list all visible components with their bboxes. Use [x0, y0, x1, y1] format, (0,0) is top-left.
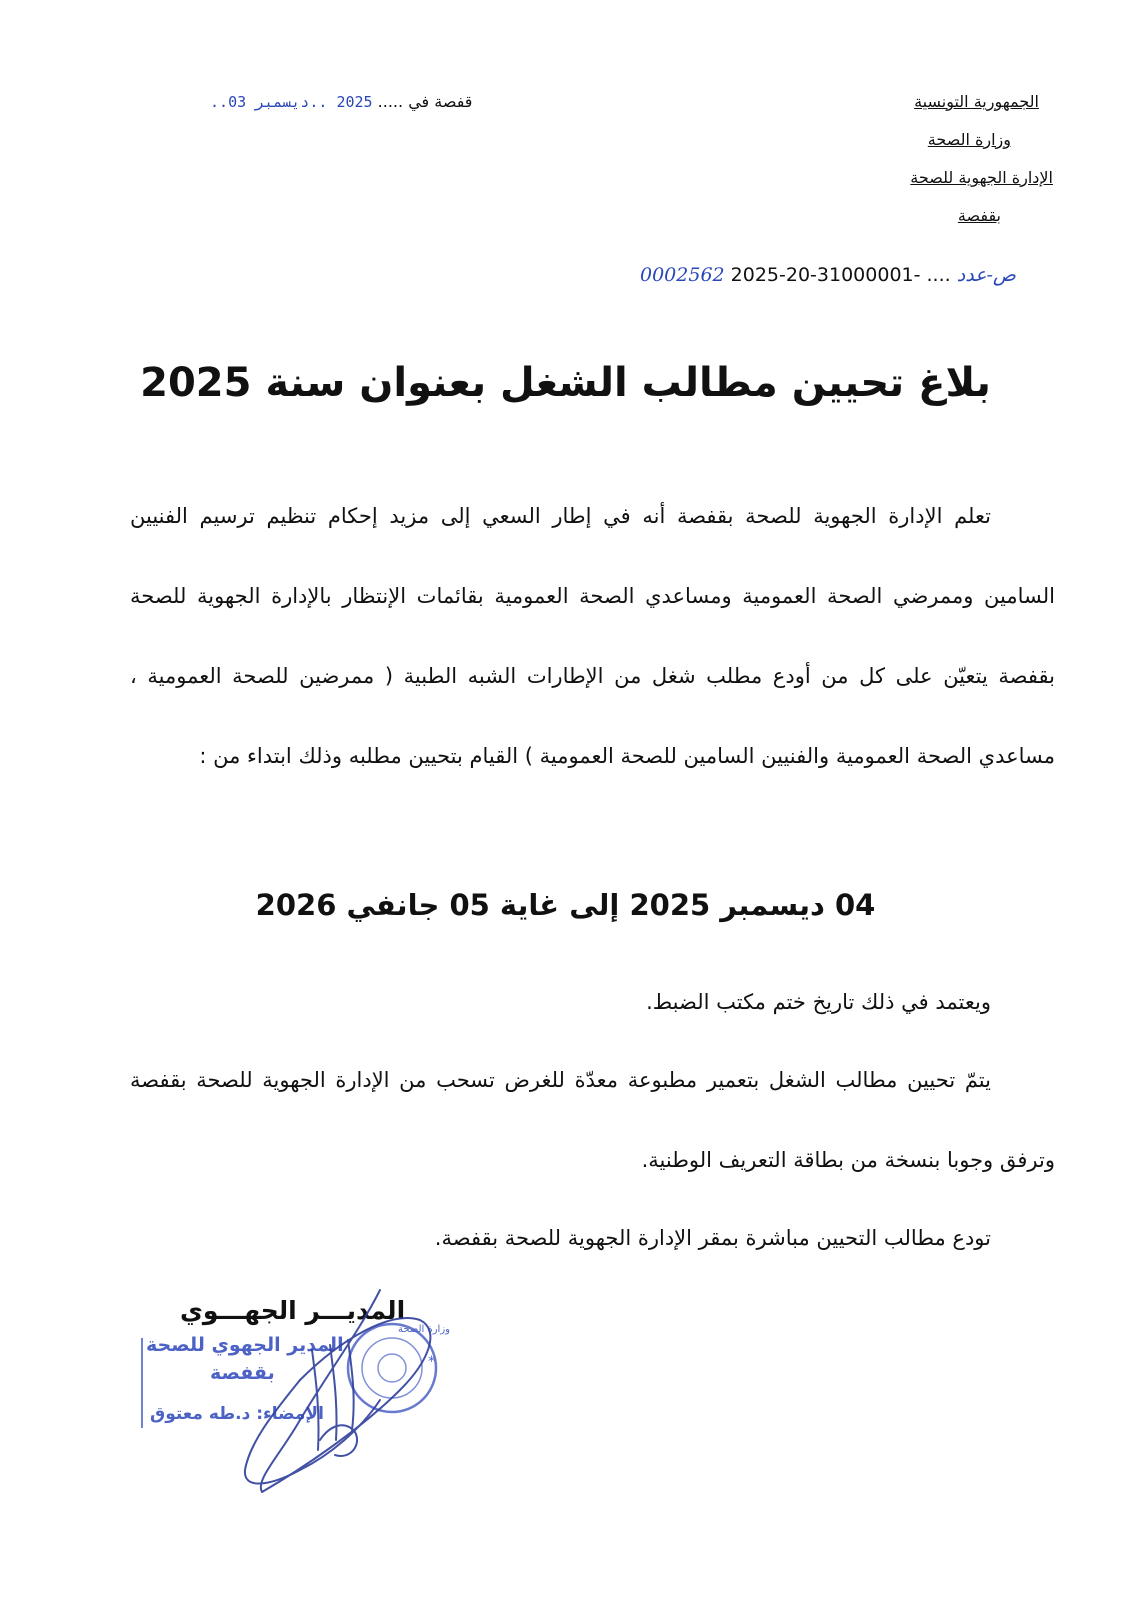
svg-text:*: *	[428, 1354, 435, 1370]
reference-printed: 2025-20-31000001- ....	[730, 264, 951, 286]
header-regional-directorate: الإدارة الجهوية للصحة	[910, 168, 1053, 187]
seal-text: وزارة الصحة	[398, 1324, 450, 1335]
place-date-label: قفصة في	[408, 92, 473, 111]
signatory-title: المديـــر الجهـــوي	[180, 1296, 406, 1325]
reference-prefix-hand: ص-عدد	[956, 264, 1016, 286]
round-seal-icon	[348, 1324, 450, 1412]
header-republic: الجمهورية التونسية	[914, 92, 1039, 111]
body-paragraph-intro: تعلم الإدارة الجهوية للصحة بقفصة أنه في إطار السعي إلى مزيد إحكام تنظيم ترسيم الفنيين السامين وممرضي الصحة العمومية ومساعدي الصحة العمومية بقائمات الإنتظار بالإدارة الجهوية للصحة بقفصة يتعيّن على كل من أودع مطلب شغل من الإطارات الشبه الطبية ( ممرضين للصحة العمومية ، مساعدي الصحة العمومية والفنيين السامين للصحة العمومية ) القيام بتحيين مطلبه وذلك ابتداء من :	[130, 504, 1055, 768]
header-ministry: وزارة الصحة	[927, 130, 1011, 149]
body-paragraph-submission: تودع مطالب التحيين مباشرة بمقر الإدارة الجهوية للصحة بقفصة.	[434, 1226, 991, 1250]
stamp-line-city: بقفصة	[210, 1362, 275, 1384]
stamp-line-director: المدير الجهوي للصحة	[146, 1334, 344, 1356]
place-date-handwritten: 2025 ..ديسمبر 03..	[210, 93, 373, 111]
reference-number-hand: 0002562	[640, 264, 725, 286]
header-city: بقفصة	[957, 206, 1001, 225]
place-date-dots: .....	[377, 92, 404, 111]
handwritten-signature-icon	[245, 1290, 431, 1492]
page-title: بلاغ تحيين مطالب الشغل بعنوان سنة 2025	[140, 360, 991, 406]
body-paragraph-form: يتمّ تحيين مطالب الشغل بتعمير مطبوعة معدّة للغرض تسحب من الإدارة الجهوية للصحة بقفصة وترفق وجوبا بنسخة من بطاقة التعريف الوطنية.	[130, 1068, 1055, 1172]
stamp-line-signature: الإمضاء: د.طه معتوق	[150, 1404, 324, 1424]
date-range: 04 ديسمبر 2025 إلى غاية 05 جانفي 2026	[255, 888, 876, 922]
body-paragraph-stamp-date: ويعتمد في ذلك تاريخ ختم مكتب الضبط.	[646, 990, 991, 1014]
